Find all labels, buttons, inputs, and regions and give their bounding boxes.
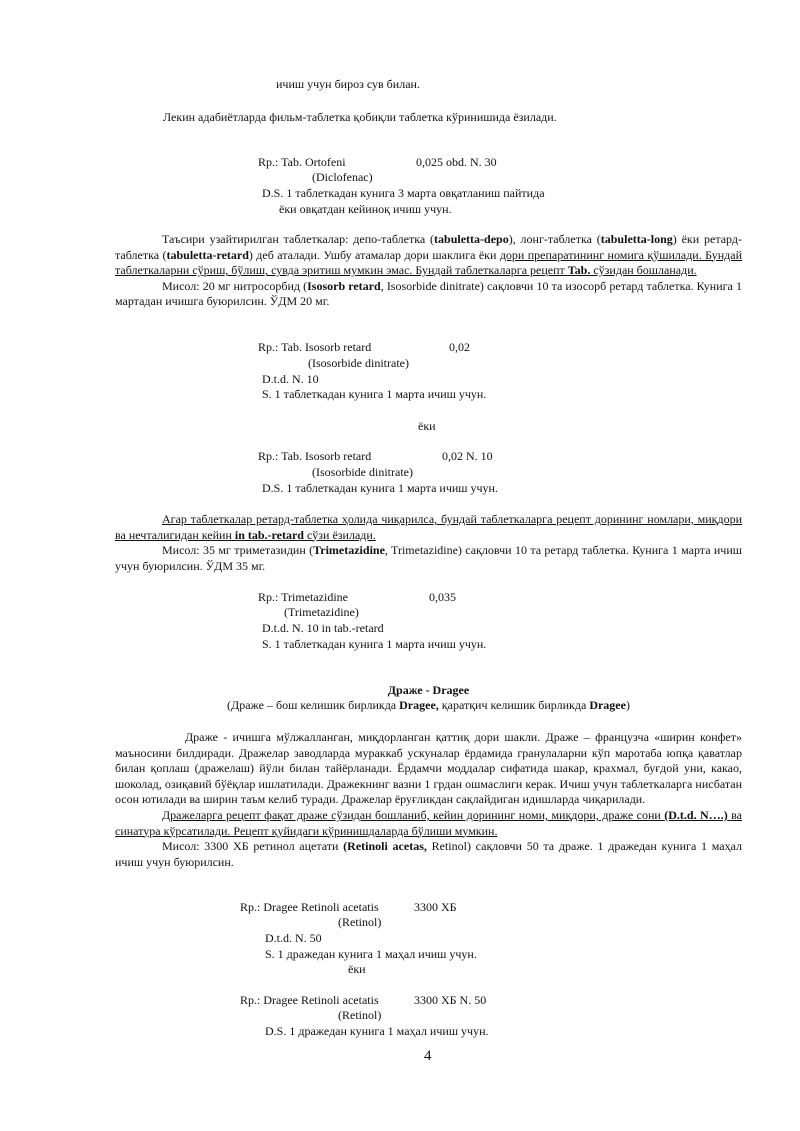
text-line: ичиш учун бироз сув билан. xyxy=(276,77,420,91)
rx-dose: 3300 ХБ xyxy=(414,900,457,914)
rx-line: S. 1 таблеткадан кунига 1 марта ичиш учун. xyxy=(262,387,487,401)
rx-line: Rp.: Tab. Ortofeni xyxy=(258,155,346,169)
or-separator: ёки xyxy=(418,419,436,433)
rx-line: Rp.: Dragee Retinoli acetatis xyxy=(240,993,379,1007)
rx-line: D.t.d. N. 50 xyxy=(265,931,322,945)
rx-line: (Diclofenac) xyxy=(312,170,373,184)
rx-dose: 0,02 N. 10 xyxy=(442,449,493,463)
rx-line: ёки овқатдан кейиноқ ичиш учун. xyxy=(279,202,452,216)
rx-line: S. 1 дражедан кунига 1 маҳал ичиш учун. xyxy=(265,947,477,961)
section-subheading: (Драже – бош келишик бирликда Dragee, қаратқич келишик бирликда Dragee) xyxy=(227,698,630,712)
rx-line: D.S. 1 дражедан кунига 1 маҳал ичиш учун. xyxy=(265,1024,489,1038)
rx-line: (Isosorbide dinitrate) xyxy=(312,465,413,479)
paragraph-extended-release: Таъсири узайтирилган таблеткалар: депо-таблетка (tabuletta-depo), лонг-таблетка (tabuletta-long) ёки ретард-таблетка (tabuletta-retard) деб аталади. Ушбу атамалар дори шаклига ёки дори препаратининг номига қўшилади. Бундай таблеткаларни сўриш, бўлиш, сувда эритиш мумкин эмас. Бундай таблеткаларга рецепт Tab. сўзидан бошланади. Мисол: 20 мг нитросорбид (Isosorb retard, Isosorbide dinitrate) сақловчи 10 та изосорб ретард таблетка. Кунига 1 мартадан ичишга буюрилсин. ЎДМ 20 мг. xyxy=(115,232,742,309)
rx-line: Rp.: Trimetazidine xyxy=(258,590,348,604)
page-number: 4 xyxy=(424,1048,432,1064)
rx-line: D.S. 1 таблеткадан кунига 1 марта ичиш учун. xyxy=(262,481,498,495)
rx-line: (Retinol) xyxy=(338,1008,382,1022)
rx-line: Rp.: Tab. Isosorb retard xyxy=(258,449,372,463)
rx-line: (Trimetazidine) xyxy=(284,605,359,619)
rx-line: Rp.: Tab. Isosorb retard xyxy=(258,340,372,354)
rx-line: D.t.d. N. 10 in tab.-retard xyxy=(262,621,384,635)
rx-line: (Isosorbide dinitrate) xyxy=(308,356,409,370)
text-line: Лекин адабиётларда фильм-таблетка қобиқли таблетка кўринишида ёзилади. xyxy=(163,110,557,124)
rx-dose: 0,035 xyxy=(429,590,456,604)
rx-line: D.S. 1 таблеткадан кунига 3 марта овқатланиш пайтида xyxy=(262,186,545,200)
rx-dose: 0,025 obd. N. 30 xyxy=(416,155,497,169)
section-heading: Драже - Dragee xyxy=(387,683,470,697)
rx-line: D.t.d. N. 10 xyxy=(262,372,319,386)
rx-line: Rp.: Dragee Retinoli acetatis xyxy=(240,900,379,914)
paragraph-retard: Агар таблеткалар ретард-таблетка ҳолида чиқарилса, бундай таблеткаларга рецепт дорининг номлари, миқдори ва нечталигидан кейин in tab.-retard сўзи ёзилади. Мисол: 35 мг триметазидин (Trimetazidine, Trimetazidine) сақловчи 10 та ретард таблетка. Кунига 1 марта ичиш учун буюрилсин. ЎДМ 35 мг. xyxy=(115,512,743,573)
rx-dose: 3300 ХБ N. 50 xyxy=(414,993,487,1007)
rx-line: S. 1 таблеткадан кунига 1 марта ичиш учун. xyxy=(262,637,487,651)
rx-dose: 0,02 xyxy=(449,340,470,354)
rx-line: (Retinol) xyxy=(338,915,382,929)
paragraph-dragee: Драже - ичишга мўлжалланган, миқдорланган қаттиқ дори шакли. Драже – французча «ширин конфет» маъносини билдиради. Дражелар заводларда мураккаб ускуналар ёрдамида гранулаларни кўп маротаба юпқа қаватлар билан қоплаш (дражелаш) йўли билан тайёрланади. Ёрдамчи моддалар сифатида шакар, крахмал, буғдой уни, какао, шоколад, озиқавий бўёқлар ишлатилади. Дражекнинг вазни 1 грдан ошмаслиги керак. Ичиш учун таблеткаларга нисбатан осон ютилади ва ширин таъм келиб туради. Дражелар ёруғликдан сақлайдиган идишларда чиқарилади. Дражеларга рецепт фақат драже сўзидан бошланиб, кейин дорининг номи, миқдори, драже сони (D.t.d. N….) ва синатура кўрсатилади. Рецепт қуйидаги кўринишдаларда бўлиши мумкин. Мисол: 3300 ХБ ретинол ацетати (Retinoli acetas, Retinol) сақловчи 50 та драже. 1 дражедан кунига 1 маҳал ичиш учун буюрилсин. xyxy=(115,730,742,869)
or-separator: ёки xyxy=(348,962,366,976)
